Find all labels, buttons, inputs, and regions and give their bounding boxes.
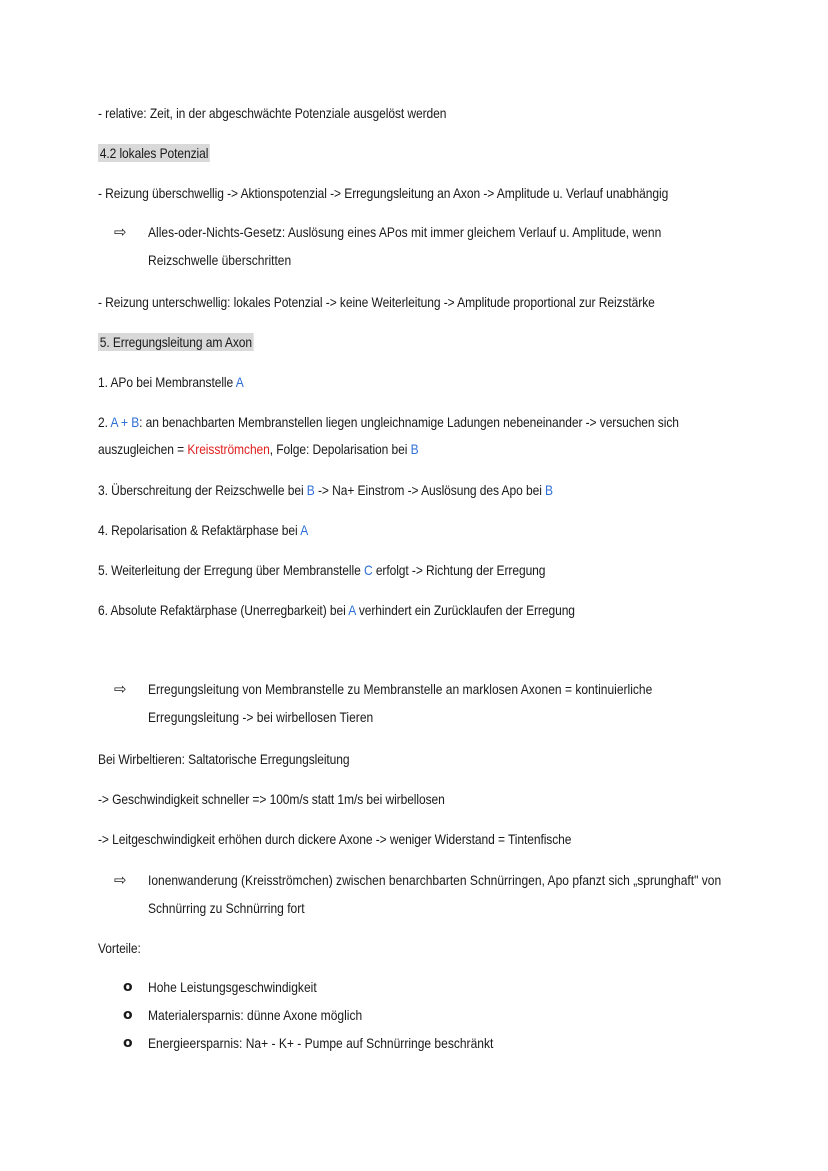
- heading-4-2: [98, 141, 210, 165]
- kontinuierlich-line-2: Erregungsleitung -> bei wirbellosen Tieren: [148, 709, 374, 725]
- bullet-icon: o: [123, 979, 133, 995]
- membrane-label-a: A: [348, 602, 356, 618]
- membrane-label-a: A: [300, 522, 309, 538]
- membrane-label-b: B: [410, 441, 419, 457]
- membrane-label-b: B: [306, 482, 315, 498]
- heading-5-text: 5. Erregungsleitung am Axon: [99, 334, 253, 350]
- alles-oder-nichts-block: [148, 218, 661, 274]
- wirbeltiere-line: Bei Wirbeltieren: Saltatorische Erregungsleitung: [98, 751, 350, 767]
- step-3-text: 3. Überschreitung der Reizschwelle bei: [98, 482, 307, 498]
- membrane-label-a: A: [235, 374, 244, 390]
- vorteile-heading: Vorteile:: [98, 940, 141, 956]
- kreisstroemchen-term: Kreisströmchen: [187, 441, 270, 457]
- step-1-text: 1. APo bei Membranstelle: [98, 374, 236, 390]
- step-6-post: verhindert ein Zurücklaufen der Erregung: [355, 602, 575, 618]
- kontinuierlich-block: [148, 675, 652, 731]
- unterschwellig-line: - Reizung unterschwellig: lokales Potenzial -> keine Weiterleitung -> Amplitude proportional zur Reizstärke: [98, 294, 655, 310]
- step-2b-text: auszugleichen =: [98, 441, 188, 457]
- step-3: [98, 478, 553, 502]
- ionenwanderung-block: [148, 866, 721, 922]
- bullet-icon: o: [123, 1035, 133, 1051]
- geschwindigkeit-line: -> Geschwindigkeit schneller => 100m/s statt 1m/s bei wirbellosen: [98, 791, 445, 807]
- arrow-icon: ⇨: [114, 680, 127, 698]
- ueberschwellig-line: - Reizung überschwellig -> Aktionspotenzial -> Erregungsleitung an Axon -> Amplitude u. Verlauf unabhängig: [98, 185, 669, 201]
- step-1: [98, 370, 244, 394]
- alles-oder-nichts-line-1: Alles-oder-Nichts-Gesetz: Auslösung eines APos mit immer gleichem Verlauf u. Amplitude, wenn: [148, 224, 662, 240]
- step-4: [98, 518, 308, 542]
- vorteil-item-3: Energieersparnis: Na+ - K+ - Pumpe auf Schnürringe beschränkt: [148, 1035, 494, 1051]
- step-4-text: 4. Repolarisation & Refaktärphase bei: [98, 522, 301, 538]
- ionenwanderung-line-1: Ionenwanderung (Kreisströmchen) zwischen benarchbarten Schnürringen, Apo pfanzt sich „sprunghaft" von: [148, 872, 722, 888]
- step-5-text: 5. Weiterleitung der Erregung über Membranstelle: [98, 562, 364, 578]
- membrane-label-a-b: A + B: [110, 414, 140, 430]
- step-2-text: : an benachbarten Membranstellen liegen ungleichnamige Ladungen nebeneinander -> versuchen sich: [139, 414, 679, 430]
- step-2-number: 2.: [98, 414, 111, 430]
- arrow-icon: ⇨: [114, 871, 127, 889]
- ionenwanderung-line-2: Schnürring zu Schnürring fort: [148, 900, 305, 916]
- vorteil-item-1: Hohe Leistungsgeschwindigkeit: [148, 979, 317, 995]
- step-2-line-1: [98, 410, 679, 434]
- heading-5: [98, 330, 254, 354]
- membrane-label-b: B: [545, 482, 554, 498]
- step-6-text: 6. Absolute Refaktärphase (Unerregbarkeit) bei: [98, 602, 349, 618]
- step-5: [98, 558, 545, 582]
- leitgeschwindigkeit-line: -> Leitgeschwindigkeit erhöhen durch dickere Axone -> weniger Widerstand = Tintenfische: [98, 831, 572, 847]
- alles-oder-nichts-line-2: Reizschwelle überschritten: [148, 252, 292, 268]
- step-2-line-2: [98, 437, 419, 461]
- step-6: [98, 598, 575, 622]
- membrane-label-c: C: [363, 562, 373, 578]
- kontinuierlich-line-1: Erregungsleitung von Membranstelle zu Membranstelle an marklosen Axonen = kontinuierliche: [148, 681, 653, 697]
- heading-4-2-text: 4.2 lokales Potenzial: [99, 145, 209, 161]
- step-2b-mid: , Folge: Depolarisation bei: [269, 441, 411, 457]
- relative-line: - relative: Zeit, in der abgeschwächte Potenziale ausgelöst werden: [98, 105, 447, 121]
- step-5-post: erfolgt -> Richtung der Erregung: [372, 562, 546, 578]
- bullet-icon: o: [123, 1007, 133, 1023]
- vorteil-item-2: Materialersparnis: dünne Axone möglich: [148, 1007, 363, 1023]
- arrow-icon: ⇨: [114, 223, 127, 241]
- step-3-mid: -> Na+ Einstrom -> Auslösung des Apo bei: [314, 482, 546, 498]
